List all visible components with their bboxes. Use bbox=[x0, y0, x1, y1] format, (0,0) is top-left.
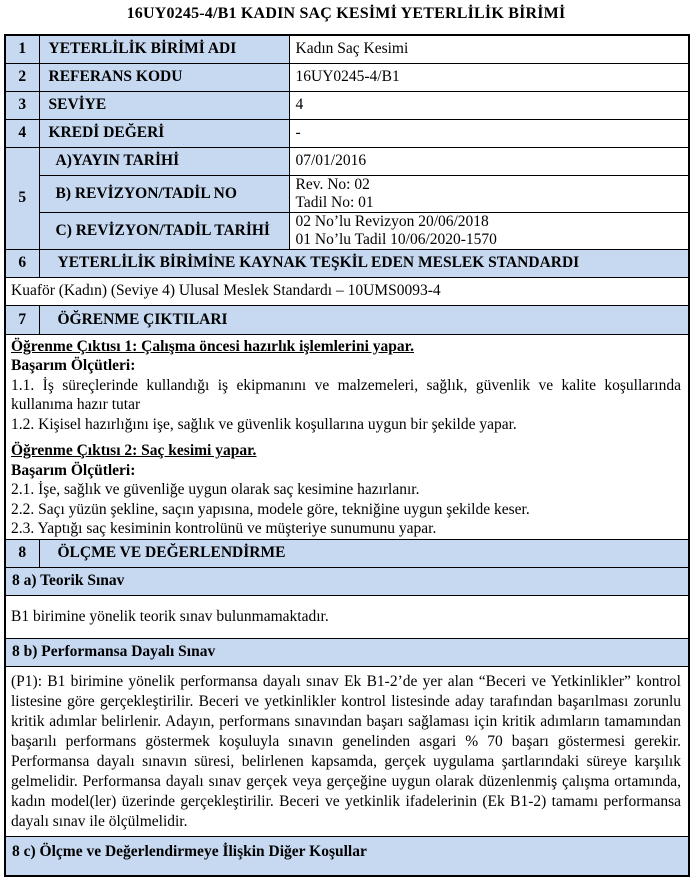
row-value-cell bbox=[289, 175, 689, 212]
table-row-5c bbox=[5, 212, 689, 249]
table-row-1 bbox=[5, 35, 689, 63]
table-row-8b-body bbox=[5, 666, 689, 836]
value-line: 01 No’lu Tadil 10/06/2020-1570 bbox=[295, 230, 497, 248]
row-value-cell: 07/01/2016 bbox=[289, 147, 689, 175]
table-row-source-standard bbox=[5, 277, 689, 305]
row-number-cell: 3 bbox=[5, 91, 39, 119]
criterion: 2.3. Yaptığı saç kesiminin kontrolünü ve müşteriye sunumunu yapar. bbox=[11, 520, 437, 537]
learning-outcome-1 bbox=[11, 337, 681, 435]
outcome-heading: Öğrenme Çıktısı 2: Saç kesimi yapar. bbox=[11, 442, 257, 459]
row-value-cell: - bbox=[289, 119, 689, 147]
row-number-cell: 6 bbox=[5, 249, 39, 277]
row-value-cell: 16UY0245-4/B1 bbox=[289, 63, 689, 91]
row-label-cell: B) REVİZYON/TADİL NO bbox=[39, 175, 289, 212]
row-number-cell: 2 bbox=[5, 63, 39, 91]
row-label-cell: SEVİYE bbox=[39, 91, 289, 119]
criteria-label: Başarım Ölçütleri: bbox=[11, 461, 136, 479]
row-number-cell: 1 bbox=[5, 35, 39, 63]
table-row-learning-outcomes bbox=[5, 334, 689, 539]
criterion: 2.1. İşe, sağlık ve güvenliğe uygun olarak saç kesimine hazırlanır. bbox=[11, 481, 420, 498]
table-row-5b bbox=[5, 175, 689, 212]
row-label-cell: REFERANS KODU bbox=[39, 63, 289, 91]
section-header: ÖLÇME VE DEĞERLENDİRME bbox=[39, 539, 689, 567]
criterion: 1.1. İş süreçlerinde kullandığı iş ekipmanını ve malzemeleri, sağlık, güvenlik ve kalite koşullarında kullanıma hazır tutar bbox=[11, 376, 681, 413]
row-number-cell: 8 bbox=[5, 539, 39, 567]
learning-outcomes-cell bbox=[5, 334, 689, 539]
theoretical-exam-text: B1 birimine yönelik teorik sınav bulunmamaktadır. bbox=[5, 595, 689, 638]
subsection-header-8a: 8 a) Teorik Sınav bbox=[5, 567, 689, 595]
page-title: 16UY0245-4/B1 KADIN SAÇ KESİMİ YETERLİLİK BİRİMİ bbox=[126, 5, 566, 22]
table-row-8 bbox=[5, 539, 689, 567]
row-value-cell: 4 bbox=[289, 91, 689, 119]
row-label-cell: C) REVİZYON/TADİL TARİHİ bbox=[39, 212, 289, 249]
value-line: 02 No’lu Revizyon 20/06/2018 bbox=[295, 212, 489, 230]
row-label-cell: KREDİ DEĞERİ bbox=[39, 119, 289, 147]
section-header: ÖĞRENME ÇIKTILARI bbox=[39, 305, 689, 334]
subsection-header-8c: 8 c) Ölçme ve Değerlendirmeye İlişkin Diğer Koşullar bbox=[5, 836, 689, 876]
criterion: 2.2. Saçı yüzün şekline, saçın yapısına, modele göre, tekniğine uygun şekilde keser. bbox=[11, 500, 530, 518]
table-row-4 bbox=[5, 119, 689, 147]
qualification-unit-table bbox=[4, 34, 690, 877]
row-label-cell: YETERLİLİK BİRİMİ ADI bbox=[39, 35, 289, 63]
performance-exam-text: (P1): B1 birimine yönelik performansa dayalı sınav Ek B1-2’de yer alan “Beceri ve Yetkinlikler” kontrol listesine göre gerçekleştirilir. Beceri ve yetkinlikler kontrol listesinde aday tarafından başarılması zorunlu kritik adımlar belirlenir. Adayın, performans sınavından başarı sağlaması için kritik adımların tamamından başarılı performans göstermek koşuluyla sınavın genelinden asgari % 70 başarı göstermesi gerekir. Performansa dayalı sınavın süresi, belirlenen kapsamda, gerçek uygulama şartlarındaki süreye karşılık gelmelidir. Performansa dayalı sınav gerçek veya gerçeğine uygun olarak düzenlenmiş çalışma ortamında, kadın model(ler) üzerinde gerçekleştirilir. Beceri ve yetkinlik ifadelerinin (Ek B1-2) tamamı performansa dayalı sınav ile ölçülmelidir. bbox=[5, 666, 689, 836]
table-row-5a bbox=[5, 147, 689, 175]
table-row-8c-header bbox=[5, 836, 689, 876]
table-row-3 bbox=[5, 91, 689, 119]
value-line: Rev. No: 02 bbox=[295, 175, 370, 193]
subsection-header-8b: 8 b) Performansa Dayalı Sınav bbox=[5, 638, 689, 666]
outcome-heading: Öğrenme Çıktısı 1: Çalışma öncesi hazırlık işlemlerini yapar. bbox=[11, 337, 414, 355]
table-row-8a-header bbox=[5, 567, 689, 595]
row-label-cell: A)YAYIN TARİHİ bbox=[39, 147, 289, 175]
table-row-2 bbox=[5, 63, 689, 91]
row-number-cell: 4 bbox=[5, 119, 39, 147]
table-row-7 bbox=[5, 305, 689, 334]
table-row-6 bbox=[5, 249, 689, 277]
value-line: Tadil No: 01 bbox=[295, 193, 374, 211]
row-value-cell bbox=[289, 212, 689, 249]
criteria-label: Başarım Ölçütleri: bbox=[11, 357, 136, 374]
source-standard-text: Kuaför (Kadın) (Seviye 4) Ulusal Meslek Standardı – 10UMS0093-4 bbox=[5, 277, 689, 305]
table-row-8a-body bbox=[5, 595, 689, 638]
learning-outcome-2 bbox=[11, 441, 681, 539]
table-row-8b-header bbox=[5, 638, 689, 666]
section-header: YETERLİLİK BİRİMİNE KAYNAK TEŞKİL EDEN MESLEK STANDARDI bbox=[39, 249, 689, 277]
row-value-cell: Kadın Saç Kesimi bbox=[289, 35, 689, 63]
row-number-cell: 7 bbox=[5, 305, 39, 334]
row-number-cell: 5 bbox=[5, 147, 39, 249]
criterion: 1.2. Kişisel hazırlığını işe, sağlık ve güvenlik koşullarına uygun bir şekilde yapar. bbox=[11, 415, 517, 433]
